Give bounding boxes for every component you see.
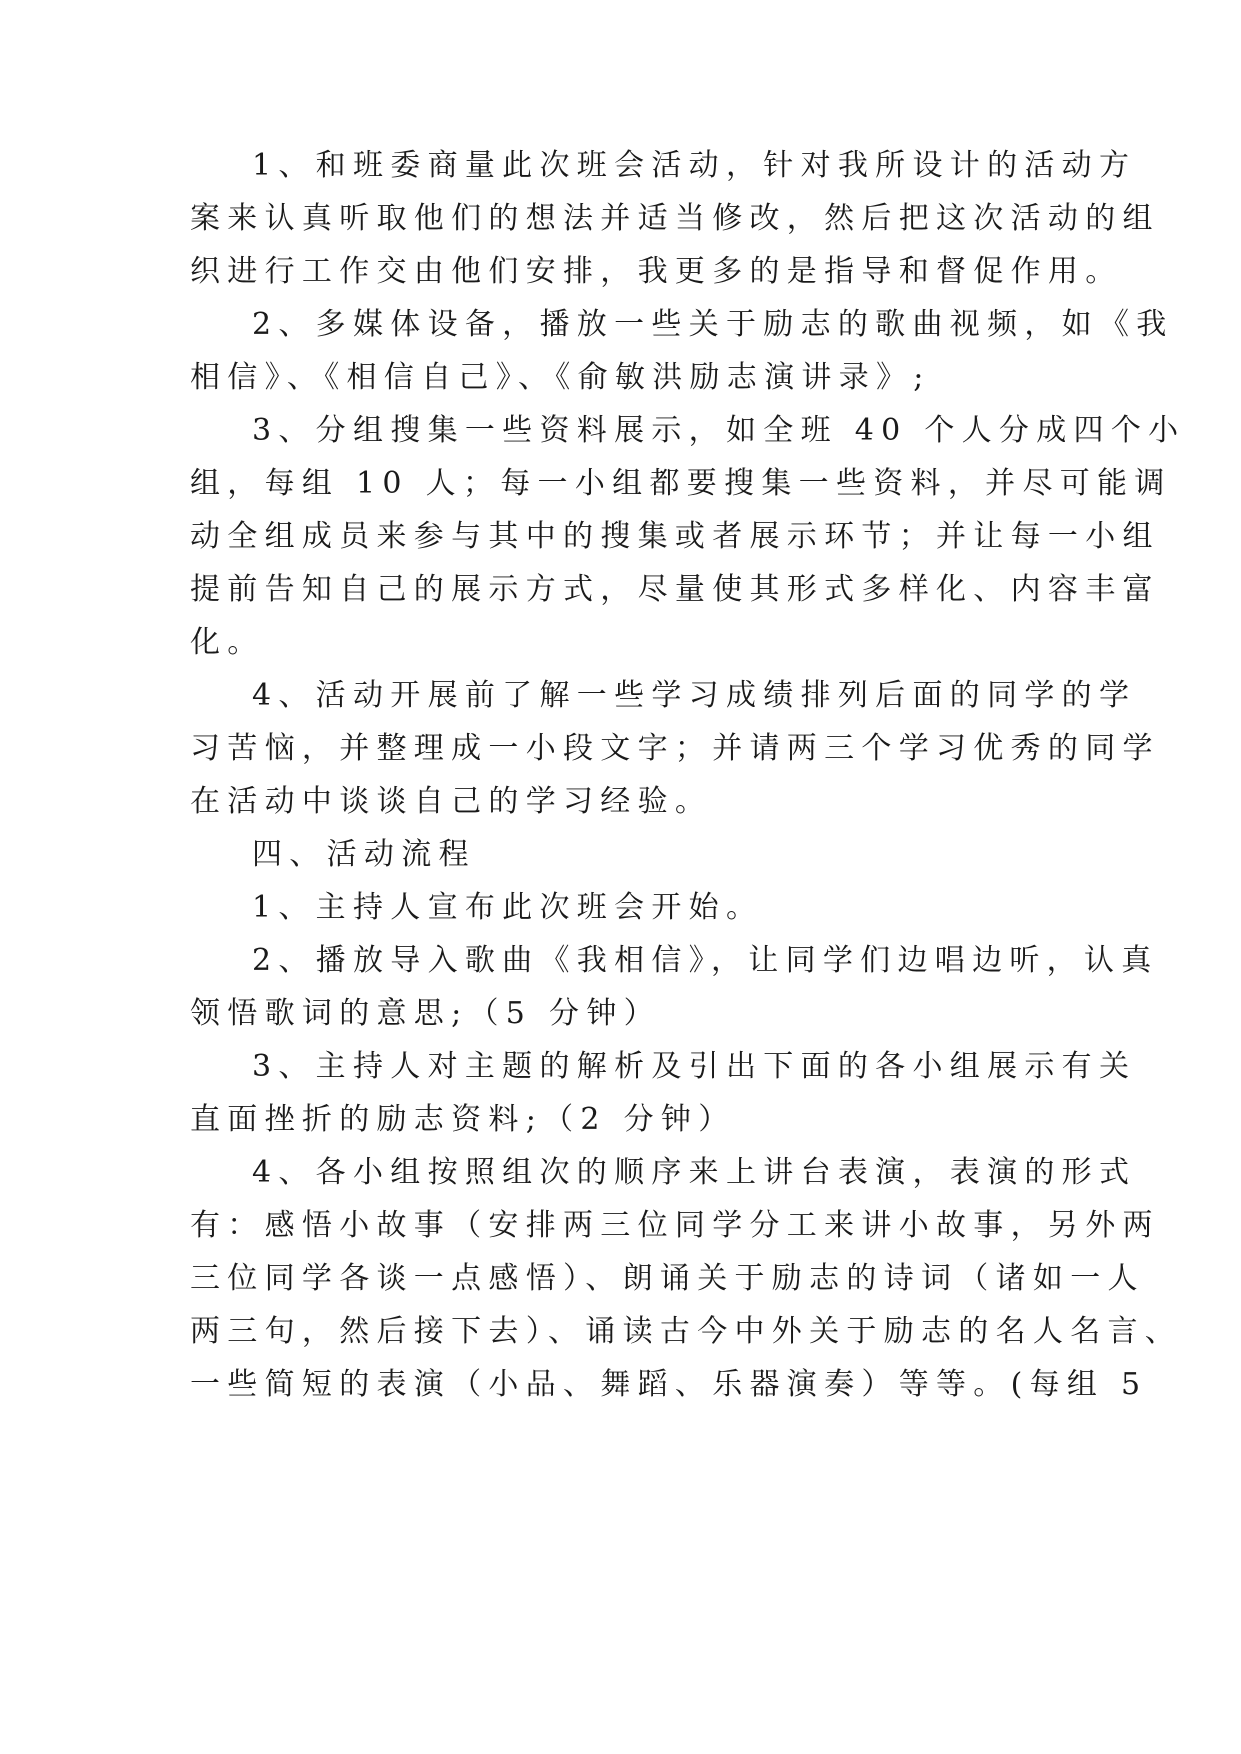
text-line: 有：感悟小故事（安排两三位同学分工来讲小故事，另外两 <box>190 1208 1160 1243</box>
text-line: 两三句，然后接下去）、诵读古今中外关于励志的名人名言、 <box>190 1314 1183 1349</box>
text-line: 2、播放导入歌曲《我相信》，让同学们边唱边听，认真 <box>252 943 1159 978</box>
text-line: 三位同学各谈一点感悟）、朗诵关于励志的诗词（诸如一人 <box>190 1261 1145 1296</box>
text-line: 案来认真听取他们的想法并适当修改，然后把这次活动的组 <box>190 201 1160 236</box>
text-line: 4、活动开展前了解一些学习成绩排列后面的同学的学 <box>252 678 1137 713</box>
text-line: 1、主持人宣布此次班会开始。 <box>252 890 764 925</box>
text-line: 习苦恼，并整理成一小段文字；并请两三个学习优秀的同学 <box>190 731 1160 766</box>
text-line: 在活动中谈谈自己的学习经验。 <box>190 784 713 819</box>
text-line: 动全组成员来参与其中的搜集或者展示环节；并让每一小组 <box>190 519 1160 554</box>
text-line: 1、和班委商量此次班会活动，针对我所设计的活动方 <box>252 148 1137 183</box>
text-line: 4、各小组按照组次的顺序来上讲台表演，表演的形式 <box>252 1155 1137 1190</box>
text-line: 相信》、《相信自己》、《俞敏洪励志演讲录》; <box>190 360 931 395</box>
text-line: 提前告知自己的展示方式，尽量使其形式多样化、内容丰富 <box>190 572 1160 607</box>
text-line: 织进行工作交由他们安排，我更多的是指导和督促作用。 <box>190 254 1123 289</box>
text-line: 化。 <box>190 625 265 660</box>
text-line: 2、多媒体设备，播放一些关于励志的歌曲视频，如《我 <box>252 307 1174 342</box>
text-line: 3、主持人对主题的解析及引出下面的各小组展示有关 <box>252 1049 1137 1084</box>
text-line: 一些简短的表演（小品、舞蹈、乐器演奏）等等。(每组 5 <box>190 1367 1148 1402</box>
text-line: 直面挫折的励志资料;（2 分钟） <box>190 1102 736 1137</box>
text-line: 3、分组搜集一些资料展示，如全班 40 个人分成四个小 <box>252 413 1186 448</box>
section-heading: 四、活动流程 <box>252 837 476 872</box>
text-line: 组，每组 10 人；每一小组都要搜集一些资料，并尽可能调 <box>190 466 1172 501</box>
text-line: 领悟歌词的意思;（5 分钟） <box>190 996 661 1031</box>
